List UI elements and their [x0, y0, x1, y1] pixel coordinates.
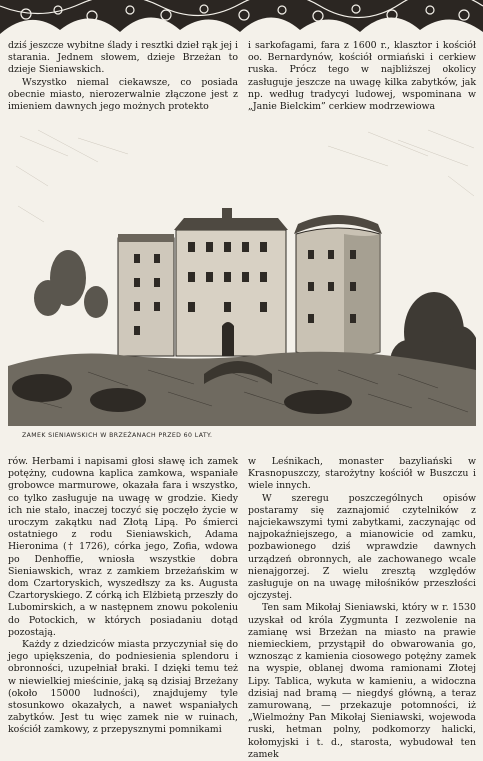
text-column-bottom-right [248, 456, 476, 761]
paragraph: i sarkofagami, fara z 1600 r., klasztor i kościół oo. Bernardynów, kościół ormiański i cerkiew ruska. Prócz tego w najbliższej okolicy zasługuje jeszcze na uwagę kilka zabytków, jak np. według tradycyi ludowej, wspominana w „Janie Bielckim” cerkiew modrzewiowa [248, 40, 476, 113]
paragraph: rów. Herbami i napisami głosi sławę ich zamek potężny, cudowna kaplica zamkowa, wspaniałe grobowce marmurowe, okazała fara i wszystko, co tylko zasługuje na uwagę w grodzie. Kiedy ich nie stało, inaczej toczyć się poczęło życie w uroczym zakątku nad Złotą Lipą. Po śmierci ostatniego z rodu Sieniawskich, Adama Hieronima († 1726), córka jego, Zofia, wdowa po Denhoffie, wniosła wszystkie dobra Sieniawskich, wraz z zamkiem brzeżańskim w dom Czartoryskich, wyszedłszy za ks. Augusta Czartoryskiego. Z córką ich Elżbietą przeszły do Lubomirskich, a w następnem znowu pokoleniu do Potockich, w których posiadaniu dotąd pozostają. [8, 456, 238, 638]
castle-engraving [8, 126, 476, 426]
text-column-bottom-left [8, 456, 238, 737]
paragraph: dziś jeszcze wybitne ślady i resztki dzieł rąk jej i starania. Jednem słowem, dzieje Brzeżan to dzieje Sieniawskich. [8, 40, 238, 76]
text-column-top-right [248, 40, 476, 113]
paragraph: w Leśnikach, monaster bazyliański w Krasnopuszczy, starożytny kościół w Buszczu i wiele innych. [248, 456, 476, 492]
paragraph: Ten sam Mikołaj Sieniawski, który w r. 1530 uzyskał od króla Zygmunta I zezwolenie na zamianę wsi Brzeżan na miasto na prawie niemieckiem, przystąpił do obwarowania go, wznosząc z kamienia ciosowego potężny zamek na wyspie, oblanej dwoma ramionami Złotej Lipy. Tablica, wykuta w kamieniu, a widoczna dzisiaj nad bramą — niegdyś główną, a teraz zamurowaną, — przekazuje potomności, iż „Wielmożny Pan Mikołaj Sieniawski, wojewoda ruski, hetman polny, podkomorzy halicki, kołomyjski i t. d., starosta, wybudował ten zamek [248, 602, 476, 760]
text-column-top-left [8, 40, 238, 113]
paragraph: Każdy z dziedziców miasta przyczyniał się do jego upiększenia, do podniesienia splendoru i obronności, uzupełniał braki. I dzięki temu też w niewielkiej mieścinie, jaką są dzisiaj Brzeżany (około 15000 ludności), znajdujemy tyle stosunkowo okazałych, a nawet wspaniałych zabytków. Jest tu więc zamek nie w ruinach, kościół zamkowy, z przepysznymi pomnikami [8, 639, 238, 736]
ornamental-header-band [0, 0, 483, 34]
figure-caption: ZAMEK SIENIAWSKICH W BRZEŻANACH PRZED 60 LATY. [22, 432, 213, 439]
paragraph: W szeregu poszczególnych opisów postaramy się zaznajomić czytelników z najciekawszymi tymi zabytkami, zaczynając od najpokaźniejszego, a mianowicie od zamku, pozbawionego dziś wprawdzie dawnych urządzeń obronnych, ale zachowanego wcale nienajgorzej. Z wielu zresztą względów zasługuje on na uwagę miłośników przeszłości ojczystej. [248, 492, 476, 602]
paragraph: Wszystko niemal ciekawsze, co posiada obecnie miasto, nierozerwalnie złączone jest z imieniem dawnych jego możnych protekto [8, 76, 238, 113]
